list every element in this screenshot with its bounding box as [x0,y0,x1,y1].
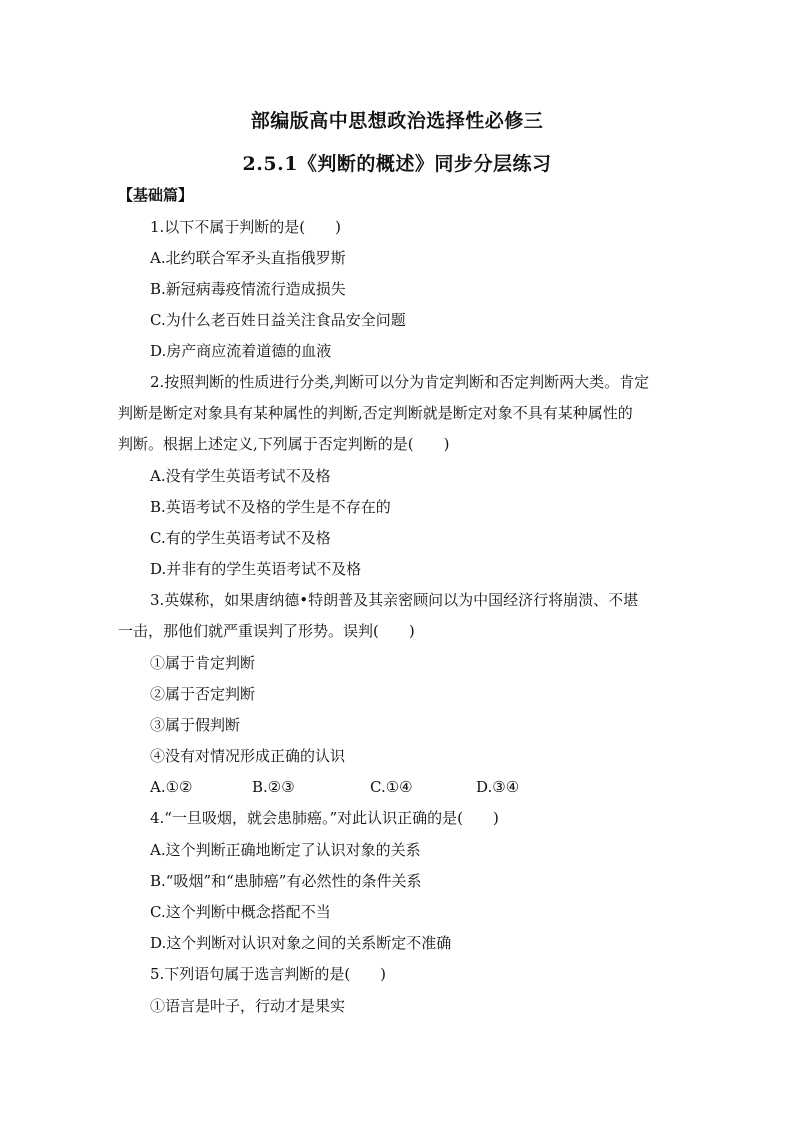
question-1-option-b: B.新冠病毒疫情流行造成损失 [150,280,346,298]
question-2-option-b: B.英语考试不及格的学生是不存在的 [150,498,391,516]
question-5-item-1: ①语言是叶子，行动才是果实 [150,997,346,1015]
question-3-option-a: A.①② [150,778,193,796]
question-1-option-a: A.北约联合军矛头直指俄罗斯 [150,249,346,267]
question-4-stem: 4.“一旦吸烟，就会患肺癌。”对此认识正确的是( ) [150,809,499,827]
question-3-option-b: B.②③ [252,778,295,796]
question-1-stem: 1.以下不属于判断的是( ) [150,218,342,236]
question-2-stem-line-1: 2.按照判断的性质进行分类,判断可以分为肯定判断和否定判断两大类。肯定 [150,373,650,391]
question-4-option-b: B.“吸烟”和“患肺癌”有必然性的条件关系 [150,872,422,890]
question-2-stem-line-3: 判断。根据上述定义,下列属于否定判断的是( ) [118,435,450,453]
question-3-item-1: ①属于肯定判断 [150,654,256,672]
question-3-option-d: D.③④ [476,778,520,796]
section-heading: 【基础篇】 [118,186,194,204]
question-3-option-c: C.①④ [370,778,413,796]
question-1-option-d: D.房产商应流着道德的血液 [150,342,332,360]
question-4-option-a: A.这个判断正确地断定了认识对象的关系 [150,841,421,859]
question-3-item-4: ④没有对情况形成正确的认识 [150,747,346,765]
question-2-option-a: A.没有学生英语考试不及格 [150,467,331,485]
question-3-item-2: ②属于否定判断 [150,685,256,703]
question-4-option-c: C.这个判断中概念搭配不当 [150,903,331,921]
question-3-options-row [150,777,519,797]
question-2-option-c: C.有的学生英语考试不及格 [150,529,331,547]
question-3-item-3: ③属于假判断 [150,716,241,734]
question-3-stem-line-2: 一击，那他们就严重误判了形势。误判( ) [118,622,415,640]
question-5-stem: 5.下列语句属于选言判断的是( ) [150,965,387,983]
question-4-option-d: D.这个判断对认识对象之间的关系断定不准确 [150,934,452,952]
question-2-stem-line-2: 判断是断定对象具有某种属性的判断,否定判断就是断定对象不具有某种属性的 [118,404,633,422]
document-title: 部编版高中思想政治选择性必修三 [250,110,544,132]
question-1-option-c: C.为什么老百姓日益关注食品安全问题 [150,311,406,329]
document-subtitle: 2.5.1《判断的概述》同步分层练习 [242,153,552,175]
question-3-stem-line-1: 3.英媒称，如果唐纳德•特朗普及其亲密顾问以为中国经济行将崩溃、不堪 [150,591,639,609]
question-2-option-d: D.并非有的学生英语考试不及格 [150,560,362,578]
